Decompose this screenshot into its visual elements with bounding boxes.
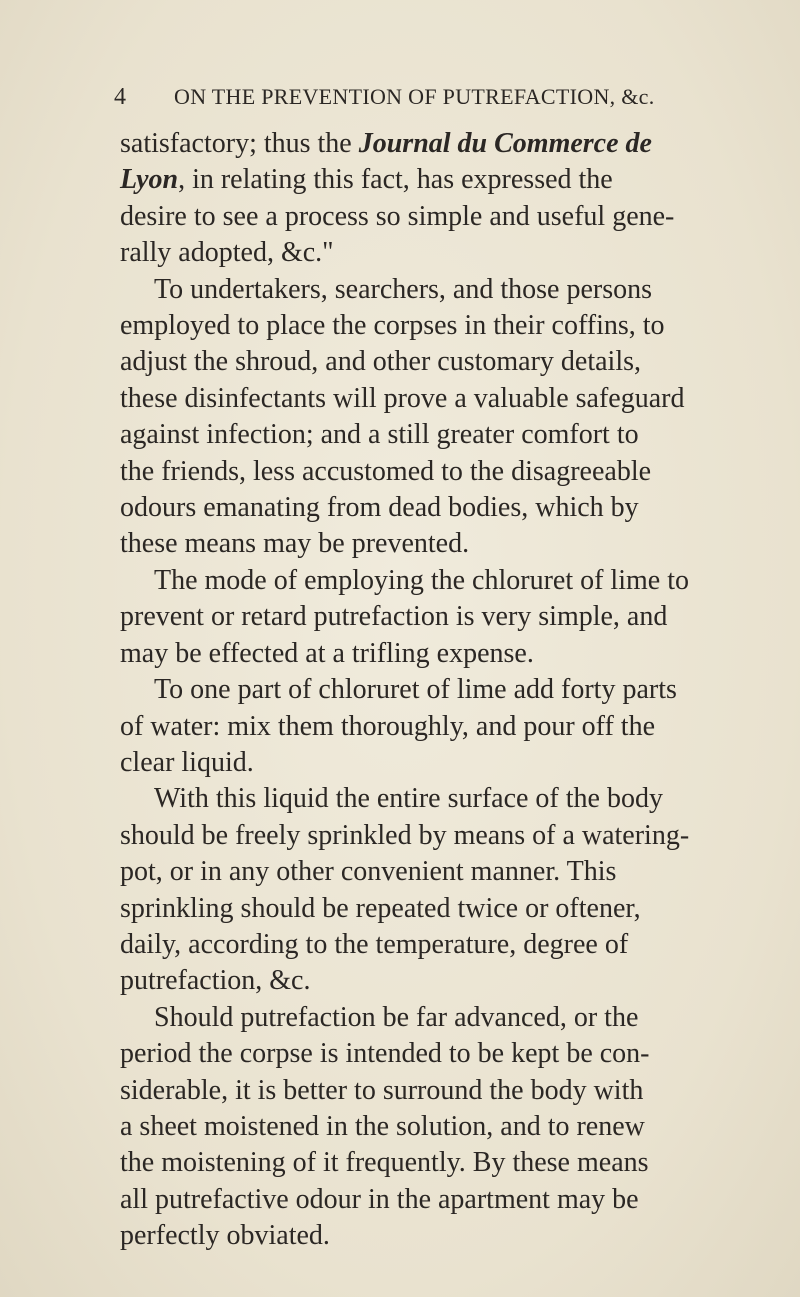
text-line bbox=[120, 1000, 700, 1036]
text-segment: rally adopted, &c." bbox=[120, 237, 334, 269]
text-line bbox=[120, 963, 700, 999]
text-line bbox=[120, 781, 700, 817]
text-segment: clear liquid. bbox=[120, 746, 254, 778]
text-segment: , in relating this fact, has expressed the bbox=[178, 164, 613, 196]
text-segment: sprinkling should be repeated twice or oftener, bbox=[120, 892, 641, 924]
text-line bbox=[120, 927, 700, 963]
text-line bbox=[120, 672, 700, 708]
text-line bbox=[120, 891, 700, 927]
text-line bbox=[120, 454, 700, 490]
text-line bbox=[120, 308, 700, 344]
text-segment: of water: mix them thoroughly, and pour off the bbox=[120, 710, 655, 742]
text-segment: pot, or in any other convenient manner. This bbox=[120, 856, 617, 888]
text-segment: To undertakers, searchers, and those persons bbox=[154, 273, 652, 305]
text-segment: prevent or retard putrefaction is very simple, and bbox=[120, 601, 668, 633]
text-segment: satisfactory; thus the bbox=[120, 128, 359, 159]
text-segment: The mode of employing the chloruret of lime to bbox=[154, 564, 689, 596]
page-number: 4 bbox=[114, 84, 127, 110]
text-line bbox=[120, 709, 700, 745]
text-line bbox=[120, 199, 700, 235]
text-line bbox=[120, 1218, 700, 1254]
text-segment: daily, according to the temperature, degree of bbox=[120, 928, 629, 960]
text-segment: employed to place the corpses in their coffins, to bbox=[120, 310, 665, 342]
text-line bbox=[120, 745, 700, 781]
text-segment: putrefaction, &c. bbox=[120, 965, 311, 997]
italic-title: Journal du Commerce de bbox=[358, 128, 652, 159]
text-segment: should be freely sprinkled by means of a watering- bbox=[120, 819, 690, 851]
text-segment: may be effected at a trifling expense. bbox=[120, 637, 534, 669]
text-segment: period the corpse is intended to be kept be con- bbox=[120, 1038, 650, 1070]
text-segment: odours emanating from dead bodies, which by bbox=[120, 492, 639, 524]
text-segment: these disinfectants will prove a valuable safeguard bbox=[120, 382, 685, 414]
text-segment: the moistening of it frequently. By these means bbox=[120, 1147, 649, 1179]
text-line bbox=[120, 162, 700, 198]
text-segment: adjust the shroud, and other customary details, bbox=[120, 346, 641, 378]
text-segment: the friends, less accustomed to the disagreeable bbox=[120, 455, 652, 487]
text-line bbox=[120, 235, 700, 271]
text-line bbox=[120, 818, 700, 854]
text-line bbox=[120, 1145, 700, 1181]
text-segment: a sheet moistened in the solution, and to renew bbox=[120, 1110, 645, 1142]
page-header bbox=[114, 84, 674, 111]
text-line bbox=[120, 1036, 700, 1072]
text-line bbox=[120, 636, 700, 672]
text-line bbox=[120, 526, 700, 562]
text-segment: With this liquid the entire surface of the body bbox=[154, 783, 663, 815]
text-line bbox=[120, 490, 700, 526]
text-line bbox=[120, 381, 700, 417]
text-line bbox=[120, 1182, 700, 1218]
text-segment: To one part of chloruret of lime add forty parts bbox=[154, 674, 677, 706]
text-line bbox=[120, 563, 700, 599]
text-segment: perfectly obviated. bbox=[120, 1220, 330, 1252]
text-line bbox=[120, 344, 700, 380]
text-line bbox=[120, 126, 700, 162]
text-segment: Should putrefaction be far advanced, or the bbox=[154, 1001, 639, 1033]
text-segment: siderable, it is better to surround the body with bbox=[120, 1074, 644, 1106]
text-line bbox=[120, 272, 700, 308]
body-text bbox=[120, 126, 700, 1255]
text-segment: against infection; and a still greater comfort to bbox=[120, 419, 639, 451]
running-head: ON THE PREVENTION OF PUTREFACTION, &c. bbox=[174, 84, 655, 109]
text-line bbox=[120, 599, 700, 635]
text-segment: desire to see a process so simple and useful gene- bbox=[120, 200, 675, 232]
text-line bbox=[120, 1073, 700, 1109]
text-line bbox=[120, 1109, 700, 1145]
text-segment: all putrefactive odour in the apartment may be bbox=[120, 1183, 639, 1215]
text-line bbox=[120, 417, 700, 453]
italic-title: Lyon bbox=[120, 164, 179, 196]
text-line bbox=[120, 854, 700, 890]
text-segment: these means may be prevented. bbox=[120, 528, 470, 560]
